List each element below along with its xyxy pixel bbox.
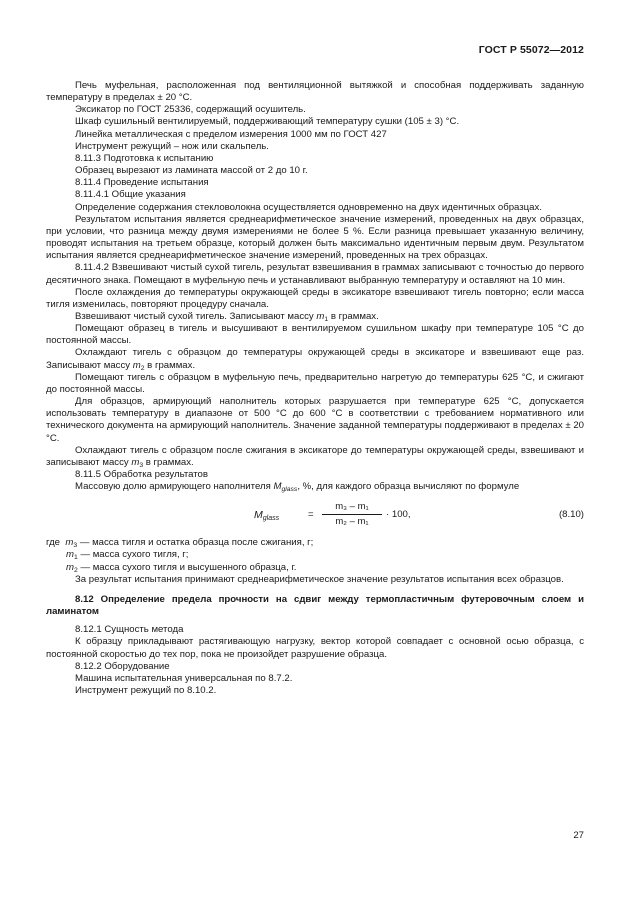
sub: 1	[324, 315, 329, 323]
text: Охлаждают тигель с образцом до температуры окружающей среды в эксикаторе и взвешивают еще раз. Записывают массу	[46, 347, 584, 371]
formula-numerator: m₃ – m₁	[322, 501, 382, 515]
formula-denominator: m₂ – m₁	[335, 516, 369, 528]
page-number: 27	[573, 830, 584, 841]
paragraph: Результатом испытания является среднеарифметическое значение измерений, проведенных на двух образцах, при условии, что разница между двумя измерениями не более 5 %. Если разница превышает указанную величину, проводят испытания на третьем образце, который должен быть максимально идентичным первым двум. Результатом испытания является среднеарифметическое значение измерений, проведенных на трех образцах.	[46, 213, 584, 262]
subsection-heading: 8.12.1 Сущность метода	[75, 624, 184, 636]
paragraph	[46, 311, 584, 323]
paragraph: 8.11.4.2 Взвешивают чистый сухой тигель, результат взвешивания в граммах записывают с точностью до первого десятичного знака. Помещают в муфельную печь и устанавливают выбранную температуру и оставляют на 10 мин.	[46, 262, 584, 286]
paragraph: Помещают образец в тигель и высушивают в вентилируемом сушильном шкафу при температуре 105 °С до постоянной массы.	[46, 323, 584, 347]
var-M: M	[273, 481, 282, 493]
sub: 3	[139, 461, 144, 469]
var-m: m	[132, 359, 141, 371]
where-line: где $m_3$ — масса тигля и остатка образца после сжигания, г;	[46, 537, 314, 550]
standard-header: ГОСТ Р 55072—2012	[478, 44, 584, 56]
text: , %, для каждого образца вычисляют по формуле	[297, 481, 520, 493]
formula-multiplier: · 100,	[386, 509, 411, 521]
paragraph: После охлаждения до температуры окружающей среды в эксикаторе взвешивают тигель повторно; если масса тигля изменилась, повторяют процедуру сначала.	[46, 286, 584, 310]
paragraph: Линейка металлическая с пределом измерения 1000 мм по ГОСТ 427	[75, 128, 387, 140]
text: в граммах.	[144, 359, 196, 371]
text: в граммах.	[143, 456, 194, 468]
where-line: $m_1$ — масса сухого тигля, г;	[66, 549, 189, 562]
subsection-heading: 8.11.3 Подготовка к испытанию	[75, 152, 214, 164]
text: Охлаждают тигель с образцом после сжигания в эксикаторе до температуры окружающей среды, взвешивают и записывают массу	[46, 444, 584, 468]
paragraph: Эксикатор по ГОСТ 25336, содержащий осушитель.	[75, 104, 306, 116]
subsection-heading: 8.12.2 Оборудование	[75, 660, 170, 672]
paragraph: Инструмент режущий – нож или скальпель.	[75, 140, 269, 152]
paragraph: Печь муфельная, расположенная под вентиляционной вытяжкой и способная поддерживать заданную температуру в пределах ± 20 °С.	[46, 80, 584, 104]
paragraph: Помещают тигель с образцом в муфельную печь, предварительно нагретую до температуры 625 °С, и сжигают до постоянной массы.	[46, 371, 584, 395]
formula-lhs: $M_{glass}$	[254, 509, 280, 523]
subsection-heading: 8.11.4 Проведение испытания	[75, 177, 209, 189]
where-line: $m_2$ — масса сухого тигля и высушенного образца, г.	[66, 561, 297, 574]
paragraph: Инструмент режущий по 8.10.2.	[75, 685, 217, 697]
sub: 2	[140, 364, 145, 372]
document-body	[46, 80, 584, 697]
var-m: m	[316, 310, 325, 322]
paragraph: Определение содержания стекловолокна осуществляется одновременно на двух идентичных образцах.	[75, 201, 542, 213]
subsection-heading: 8.11.5 Обработка результатов	[75, 469, 208, 480]
paragraph	[46, 445, 584, 469]
formula-equals: =	[308, 509, 314, 521]
paragraph: Образец вырезают из ламината массой от 2 до 10 г.	[75, 165, 308, 177]
text: Взвешивают чистый сухой тигель. Записывают массу	[75, 310, 317, 322]
paragraph: К образцу прикладывают растягивающую нагрузку, вектор которой совпадает с основной осью образца, с постоянной скоростью до тех пор, пока не произойдет разрушение образца.	[46, 636, 584, 660]
paragraph: За результат испытания принимают среднеарифметическое значение результатов испытания всех образцов.	[75, 573, 564, 585]
paragraph: Машина испытательная универсальная по 8.7.2.	[75, 672, 293, 684]
var-m: m	[131, 456, 140, 468]
paragraph	[46, 347, 584, 371]
paragraph: Для образцов, армирующий наполнитель которых разрушается при температуре 625 °С, допускается использовать температуру в диапазоне от 500 °С до 600 °С в соответствии с требованием нормативного или технического документа на армирующий наполнитель. Значение заданной температуры поддерживают в пределах ± 20 °С.	[46, 396, 584, 444]
subsection-heading: 8.11.4.1 Общие указания	[75, 189, 186, 201]
section-heading: 8.12 Определение предела прочности на сдвиг между термопластичным футеровочным слоем и ламинатом	[46, 593, 584, 618]
sub: glass	[281, 486, 298, 494]
text: в граммах.	[328, 310, 379, 322]
formula-8-10	[46, 499, 584, 533]
paragraph: Шкаф сушильный вентилируемый, поддерживающий температуру сушки (105 ± 3) °С.	[75, 116, 460, 128]
formula-fraction	[322, 501, 382, 528]
paragraph	[46, 481, 584, 493]
text: Массовую долю армирующего наполнителя	[75, 481, 274, 493]
formula-number: (8.10)	[558, 509, 584, 521]
